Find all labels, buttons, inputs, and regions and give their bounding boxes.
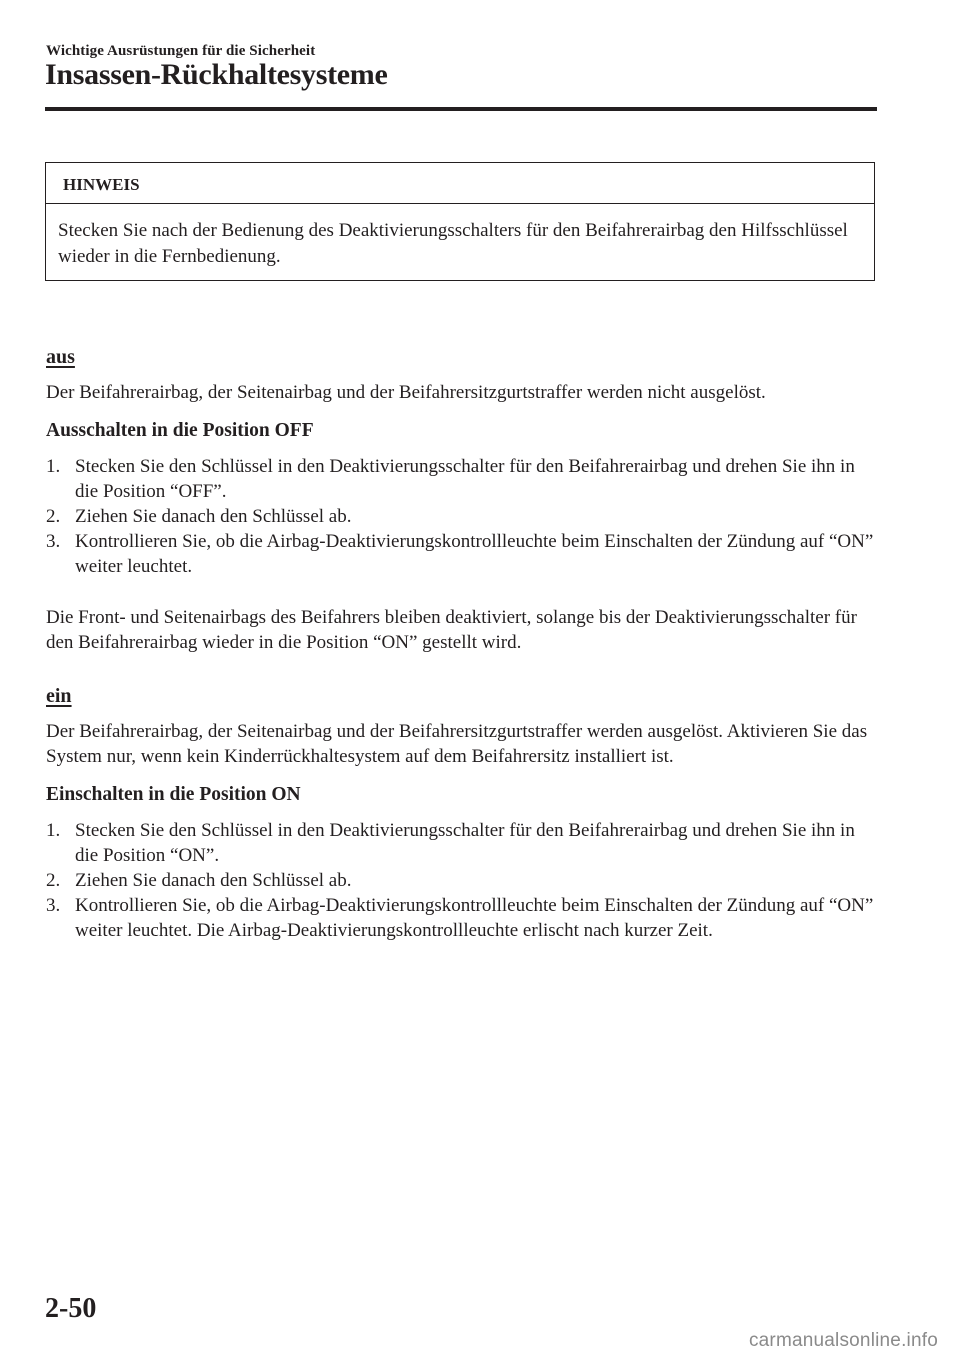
list-item — [46, 454, 876, 504]
page-title: Insassen-Rückhaltesysteme — [45, 58, 388, 91]
on-heading: Einschalten in die Position ON — [46, 784, 301, 805]
off-description: Der Beifahrerairbag, der Seitenairbag und der Beifahrersitzgurtstraffer werden nicht ausgelöst. — [46, 382, 766, 403]
note-box — [45, 162, 875, 281]
on-steps-list — [46, 818, 876, 943]
off-heading: Ausschalten in die Position OFF — [46, 420, 314, 441]
step-text: Ziehen Sie danach den Schlüssel ab. — [75, 870, 352, 891]
note-heading: HINWEIS — [46, 163, 874, 204]
off-after-text: Die Front- und Seitenairbags des Beifahrers bleiben deaktiviert, solange bis der Deaktivierungsschalter für den Beifahrerairbag wieder in die Position “ON” gestellt wird. — [46, 607, 857, 653]
step-text: Kontrollieren Sie, ob die Airbag-Deaktivierungskontrollleuchte beim Einschalten der Zündung auf “ON” weiter leuchtet. — [75, 531, 874, 577]
step-number: 1. — [46, 456, 61, 477]
step-number: 2. — [46, 870, 61, 891]
step-text: Stecken Sie den Schlüssel in den Deaktivierungsschalter für den Beifahrerairbag und drehen Sie ihn in die Position “OFF”. — [75, 456, 855, 502]
list-item — [46, 868, 876, 893]
section-kicker: Wichtige Ausrüstungen für die Sicherheit — [46, 43, 316, 59]
main-content — [46, 342, 876, 943]
off-steps-list — [46, 454, 876, 579]
list-item — [46, 504, 876, 529]
on-label: ein — [46, 685, 72, 707]
step-text: Kontrollieren Sie, ob die Airbag-Deaktivierungskontrollleuchte beim Einschalten der Zündung auf “ON” weiter leuchtet. Die Airbag-Deaktivierungskontrollleuchte erlischt nach kurzer Zeit. — [75, 895, 874, 941]
list-item — [46, 529, 876, 579]
step-number: 3. — [46, 895, 61, 916]
list-item — [46, 818, 876, 868]
step-number: 1. — [46, 820, 61, 841]
step-text: Ziehen Sie danach den Schlüssel ab. — [75, 506, 352, 527]
watermark-text: carmanualsonline.info — [748, 1330, 938, 1351]
on-description: Der Beifahrerairbag, der Seitenairbag und der Beifahrersitzgurtstraffer werden ausgelöst. Aktivieren Sie das System nur, wenn kein Kinderrückhaltesystem auf dem Beifahrersitz installiert ist. — [46, 721, 868, 767]
step-number: 3. — [46, 531, 61, 552]
page-number: 2-50 — [45, 1293, 97, 1324]
step-number: 2. — [46, 506, 61, 527]
title-rule — [45, 107, 877, 111]
off-label: aus — [46, 346, 75, 368]
step-text: Stecken Sie den Schlüssel in den Deaktivierungsschalter für den Beifahrerairbag und drehen Sie ihn in die Position “ON”. — [75, 820, 855, 866]
note-text: Stecken Sie nach der Bedienung des Deaktivierungsschalters für den Beifahrerairbag den Hilfsschlüssel wieder in die Fernbedienung. — [58, 220, 848, 267]
list-item — [46, 893, 876, 943]
